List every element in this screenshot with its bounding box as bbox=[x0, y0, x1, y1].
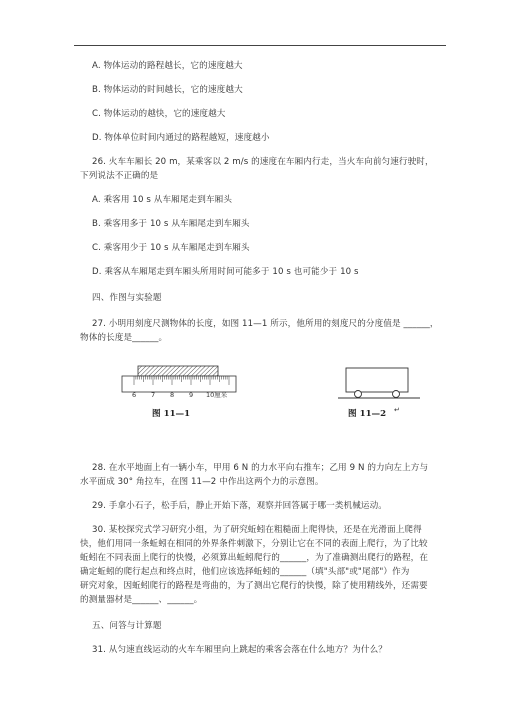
cart-figure bbox=[336, 362, 426, 402]
q26-option-a: A. 乘客用 10 s 从车厢尾走到车厢头 bbox=[92, 195, 233, 205]
ruler-body bbox=[122, 376, 236, 392]
section-4-heading: 四、作图与实验题 bbox=[92, 293, 162, 303]
ruler-tick-label: 8 bbox=[170, 391, 175, 399]
question-30-line-2: 快，他们用同一条蚯蚓在相同的外界条件刺激下，分别让它在不同的表面上爬行，为了比较 bbox=[80, 539, 428, 549]
option-a: A. 物体运动的路程越长，它的速度越大 bbox=[92, 61, 243, 71]
question-29: 29. 手拿小石子，松手后，静止开始下落，观察并回答属于哪一类机械运动。 bbox=[92, 501, 387, 511]
question-26-cont: 下列说法不正确的是 bbox=[80, 171, 159, 181]
q26-option-d: D. 乘客从车厢尾走到车厢头所用时间可能多于 10 s 也可能少于 10 s bbox=[92, 267, 359, 277]
q26-option-c: C. 乘客用少于 10 s 从车厢尾走到车厢头 bbox=[92, 243, 250, 253]
measured-object bbox=[138, 366, 218, 376]
question-30-line-3: 蚯蚓在不同表面上爬行的快慢，必须算出蚯蚓爬行的______，为了准确测出爬行的路程，在 bbox=[80, 553, 429, 563]
question-30-line-5: 研究对象，因蚯蚓爬行的路程是弯曲的，为了测出它爬行的快慢，除了使用精线外，还需要 bbox=[80, 581, 428, 591]
ruler-tick-label: 10厘米 bbox=[206, 391, 228, 399]
question-26: 26. 火车车厢长 20 m，某乘客以 2 m/s 的速度在车厢内行走，当火车向前匀速行驶时， bbox=[92, 157, 434, 167]
question-28: 28. 在水平地面上有一辆小车，甲用 6 N 的力水平向右推车；乙用 9 N 的力向左上方与 bbox=[92, 463, 429, 473]
cart-wheel bbox=[393, 391, 400, 398]
q26-option-b: B. 乘客用多于 10 s 从车厢尾走到车厢头 bbox=[92, 219, 250, 229]
option-d: D. 物体单位时间内通过的路程越短，速度越小 bbox=[92, 133, 270, 143]
question-27: 27. 小明用刻度尺测物体的长度，如图 11—1 所示，他所用的刻度尺的分度值是 ______， bbox=[92, 319, 439, 329]
paragraph-mark: ↵ bbox=[394, 406, 400, 414]
question-28-cont: 水平面成 30° 角拉车，在图 11—2 中作出这两个力的示意图。 bbox=[80, 477, 324, 487]
ruler-tick-label: 9 bbox=[189, 391, 194, 399]
figure-11-1-caption: 图 11—1 bbox=[152, 409, 191, 419]
cart-wheel bbox=[355, 391, 362, 398]
ruler-figure bbox=[120, 362, 240, 402]
header-rule bbox=[74, 45, 446, 46]
question-31: 31. 从匀速直线运动的火车车厢里向上跳起的乘客会落在什么地方？为什么？ bbox=[92, 645, 387, 655]
question-30-line-6: 的测量器材是______、______。 bbox=[80, 595, 203, 605]
ruler-tick-label: 6 bbox=[132, 391, 137, 399]
ruler-tick-label: 7 bbox=[151, 391, 156, 399]
option-b: B. 物体运动的时间越长，它的速度越大 bbox=[92, 85, 243, 95]
cart-body bbox=[346, 368, 408, 392]
option-c: C. 物体运动的越快，它的速度越大 bbox=[92, 109, 226, 119]
question-30: 30. 某校探究式学习研究小组，为了研究蚯蚓在粗糙面上爬得快，还是在光滑面上爬得 bbox=[92, 525, 422, 535]
question-27-cont: 物体的长度是______。 bbox=[80, 333, 168, 343]
figure-11-2-caption: 图 11—2 bbox=[348, 409, 387, 419]
question-30-line-4: 确定蚯蚓的爬行起点和终点时，他们应该选择蚯蚓的______（填"头部"或"尾部"）作为 bbox=[80, 567, 410, 577]
section-5-heading: 五、问答与计算题 bbox=[92, 621, 162, 631]
